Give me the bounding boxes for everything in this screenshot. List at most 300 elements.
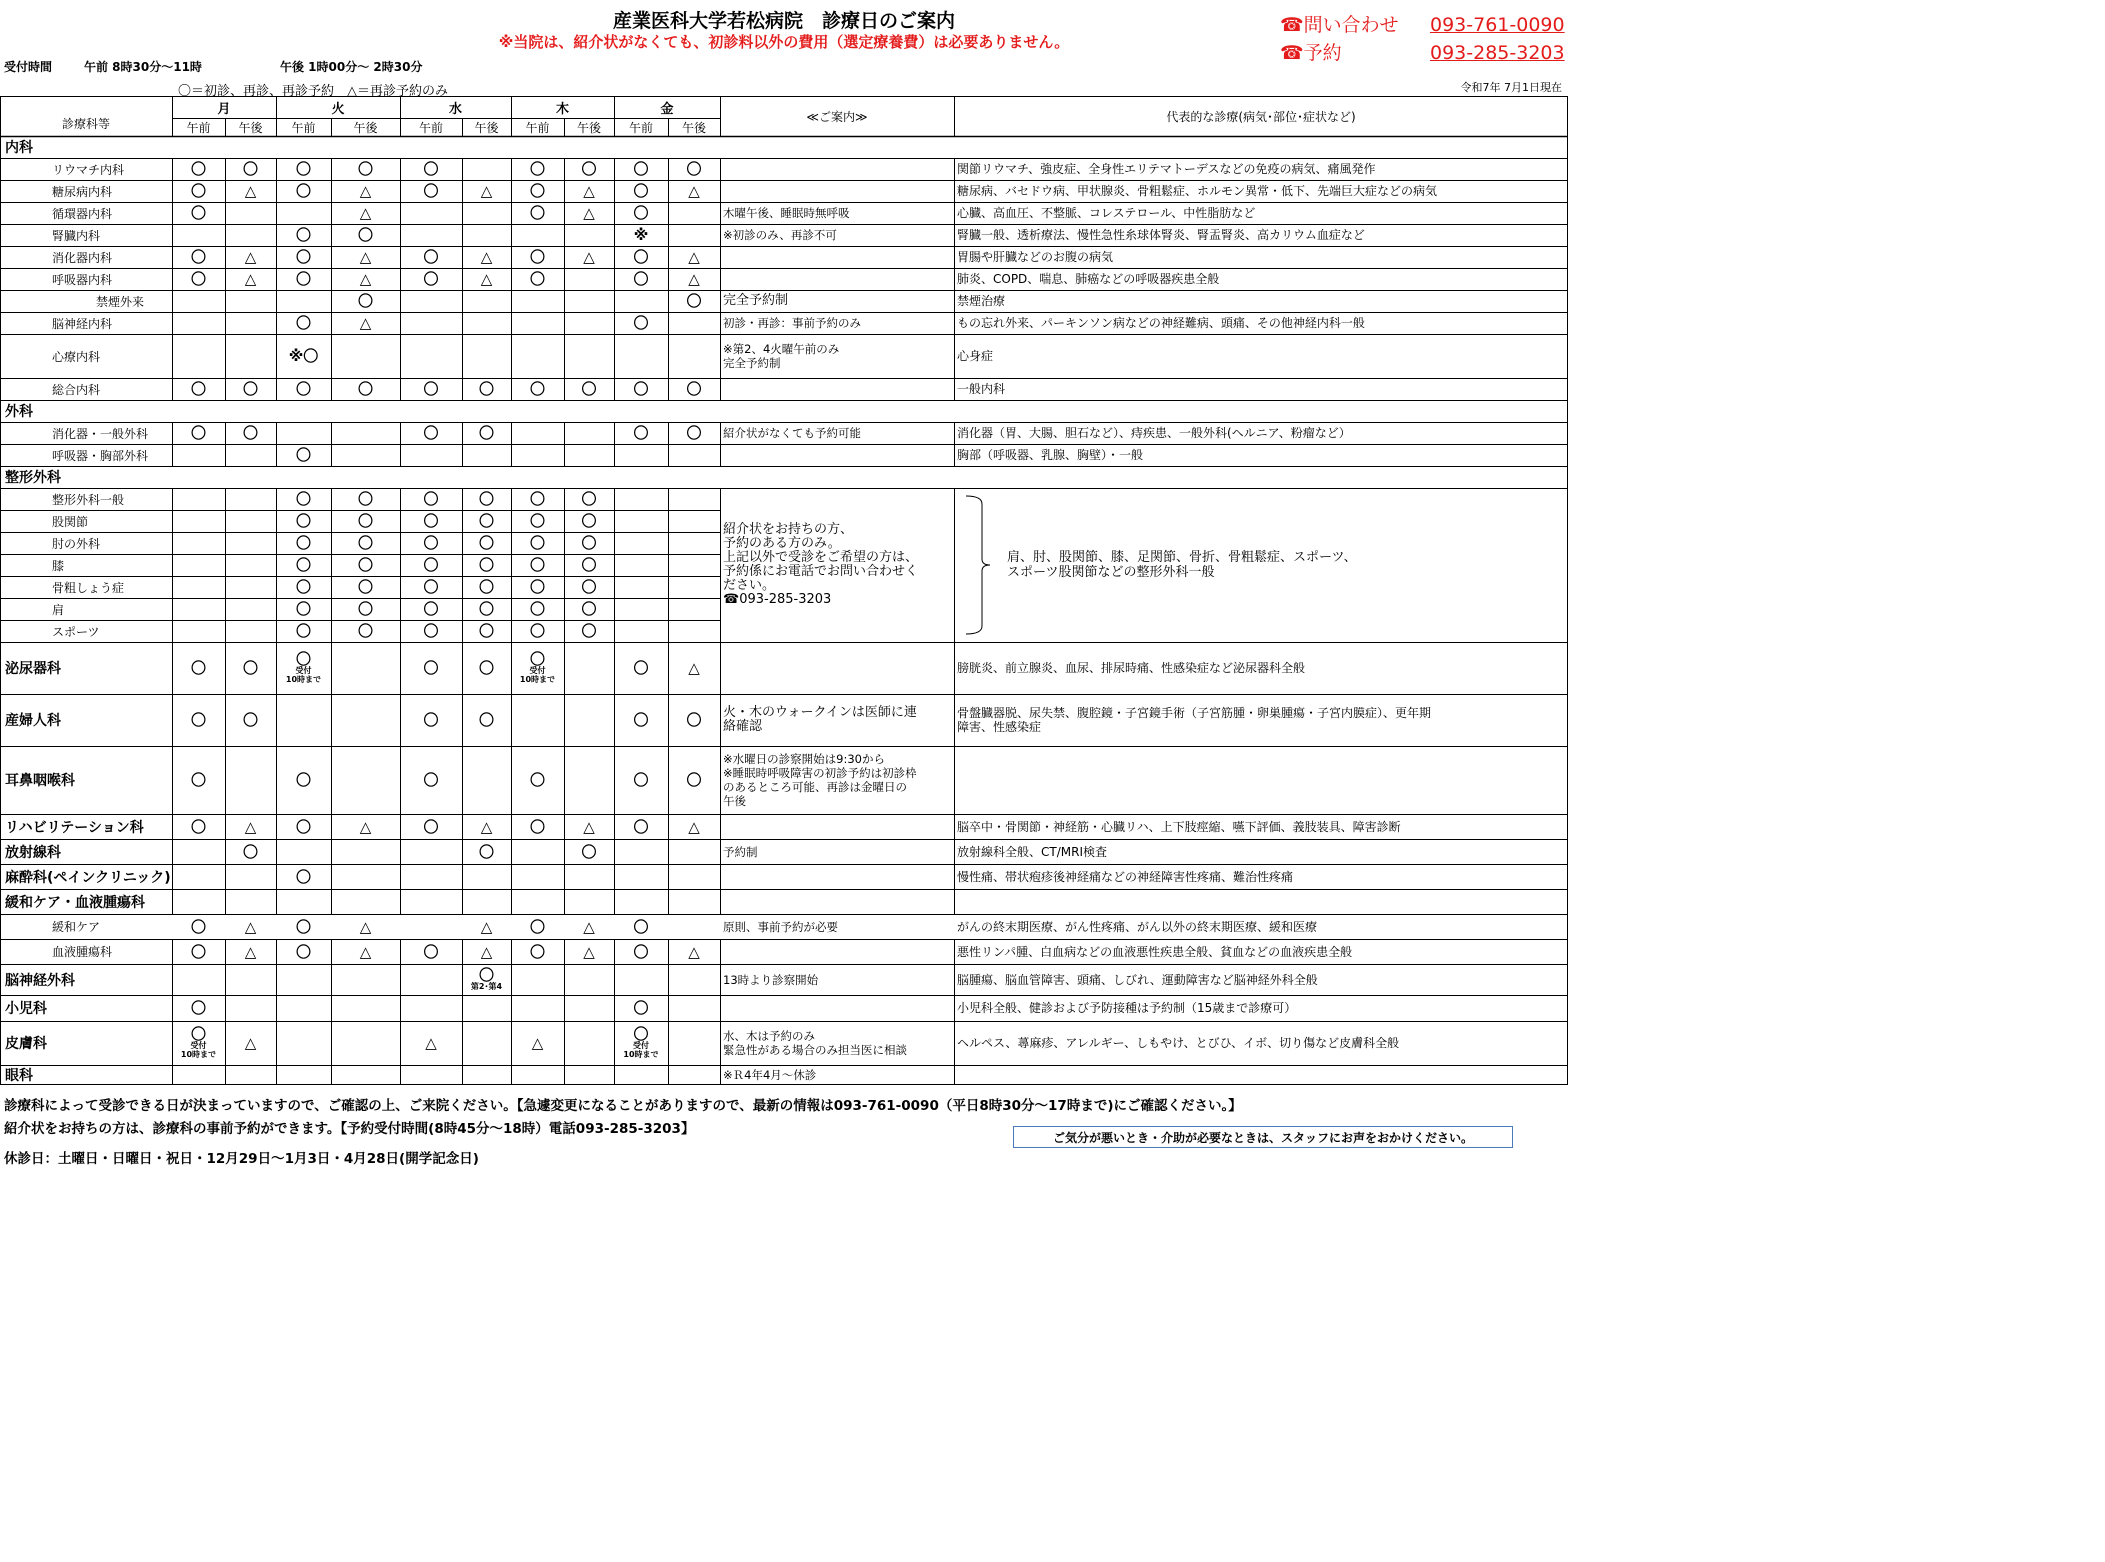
mark-glyph: △ <box>688 248 700 266</box>
schedule-mark <box>614 158 668 180</box>
mark-glyph: 〇 <box>357 578 373 596</box>
schedule-mark <box>614 642 668 694</box>
inquiry-number[interactable]: 093-761-0090 <box>1430 14 1565 36</box>
dept-name: 泌尿器科 <box>5 661 61 677</box>
dept-name: 整形外科一般 <box>52 492 125 507</box>
schedule-mark <box>511 532 564 554</box>
mark-glyph: 〇 <box>529 942 545 961</box>
mark-glyph: △ <box>480 817 493 836</box>
mark-glyph: △ <box>480 942 493 961</box>
mark-glyph: 〇 <box>633 659 649 677</box>
schedule-mark <box>511 914 564 939</box>
mark-caption: 受付 10時まで <box>519 666 556 684</box>
mark-glyph: 〇 <box>633 771 649 789</box>
mark-glyph: 〇 <box>295 490 311 508</box>
schedule-mark <box>172 422 225 444</box>
schedule-mark <box>276 642 331 694</box>
dept-name: 内科 <box>5 140 33 156</box>
mark-glyph: 〇 <box>478 534 494 552</box>
mark-glyph: △ <box>244 817 257 836</box>
mark-glyph: 〇 <box>357 622 373 640</box>
contact-reservation[interactable] <box>1280 38 1565 65</box>
day-header-2: 水 <box>448 101 462 117</box>
schedule-mark <box>276 444 331 466</box>
mark-caption: 受付 10時まで <box>623 1041 659 1059</box>
mark-glyph: 〇 <box>529 534 545 552</box>
schedule-mark <box>400 554 462 576</box>
period-pm-1: 午後 <box>353 120 378 135</box>
mark-glyph: 〇 <box>529 512 545 530</box>
schedule-mark <box>331 554 400 576</box>
schedule-mark <box>400 620 462 642</box>
schedule-mark <box>564 246 614 268</box>
schedule-mark <box>564 598 614 620</box>
mark-glyph: 〇 <box>423 270 439 288</box>
dept-name: 血液腫瘍科 <box>52 945 113 959</box>
mark-glyph: △ <box>583 917 595 936</box>
schedule-mark <box>564 488 614 510</box>
schedule-mark <box>564 620 614 642</box>
mark-glyph: 〇 <box>423 512 439 530</box>
mark-glyph: 〇 <box>529 622 545 640</box>
mark-glyph: 〇 <box>423 182 439 200</box>
schedule-mark <box>331 532 400 554</box>
mark-glyph: △ <box>583 942 595 961</box>
schedule-mark <box>614 1021 668 1065</box>
mark-glyph: 〇 <box>190 424 206 442</box>
row-note: ※初診のみ、再診不可 <box>723 228 837 242</box>
mark-glyph: △ <box>480 270 493 288</box>
dept-name: 禁煙外来 <box>96 294 145 309</box>
mark-glyph: 〇 <box>423 771 439 789</box>
mark-glyph: 〇 <box>295 380 311 398</box>
mark-glyph: 〇 <box>478 842 494 861</box>
schedule-mark <box>225 268 276 290</box>
mark-glyph: 〇 <box>423 424 439 442</box>
schedule-mark <box>331 620 400 642</box>
dept-name: 耳鼻咽喉科 <box>5 773 75 789</box>
mark-glyph: 〇 <box>581 556 597 574</box>
reservation-label: ☎予約 <box>1280 42 1342 64</box>
schedule-mark <box>400 422 462 444</box>
schedule-mark <box>331 180 400 202</box>
schedule-mark <box>400 378 462 400</box>
schedule-mark <box>668 694 720 746</box>
mark-glyph: 〇 <box>423 556 439 574</box>
mark-glyph: 〇 <box>581 512 597 530</box>
schedule-mark <box>276 814 331 839</box>
row-note: 木曜午後、睡眠時無呼吸 <box>723 206 850 220</box>
row-desc: 消化器（胃、大腸、胆石など）、痔疾患、一般外科(ヘルニア、粉瘤など） <box>957 426 1351 440</box>
schedule-mark <box>172 746 225 814</box>
dept-name: 膝 <box>52 558 65 573</box>
schedule-mark <box>276 620 331 642</box>
dept-name: 皮膚科 <box>5 1036 47 1052</box>
schedule-mark <box>276 334 331 378</box>
mark-glyph: △ <box>359 942 372 961</box>
mark-glyph: 〇 受付 10時まで <box>623 1025 659 1059</box>
schedule-mark <box>511 642 564 694</box>
schedule-mark <box>276 312 331 334</box>
schedule-mark <box>462 642 511 694</box>
schedule-mark <box>276 180 331 202</box>
schedule-mark <box>172 642 225 694</box>
period-pm-4: 午後 <box>681 120 706 135</box>
mark-glyph: 〇 <box>633 380 649 398</box>
mark-glyph: 〇 <box>295 160 311 178</box>
mark-glyph: 〇 <box>295 248 311 266</box>
mark-glyph: 〇 <box>633 711 649 729</box>
schedule-mark <box>564 202 614 224</box>
dept-name: 放射線科 <box>5 844 61 861</box>
fee-notice: ※当院は、紹介状がなくても、初診料以外の費用（選定療養費）は必要ありません。 <box>498 33 1070 51</box>
schedule-mark <box>668 378 720 400</box>
mark-glyph: 〇 <box>357 160 373 178</box>
mark-glyph: 〇 <box>190 771 206 789</box>
mark-glyph: 〇 <box>423 600 439 618</box>
schedule-mark <box>276 939 331 964</box>
schedule-mark <box>331 246 400 268</box>
mark-caption: 受付 10時まで <box>285 666 322 684</box>
schedule-mark <box>172 268 225 290</box>
schedule-mark <box>564 814 614 839</box>
mark-glyph: 〇 <box>581 600 597 618</box>
reception-label: 受付時間 <box>4 60 53 74</box>
mark-glyph: 〇 <box>529 270 545 288</box>
row-note: 火・木のウォークインは医師に連 絡確認 <box>723 705 917 734</box>
schedule-mark <box>400 642 462 694</box>
mark-glyph: 〇 <box>529 817 545 836</box>
schedule-mark <box>564 576 614 598</box>
schedule-mark <box>462 839 511 864</box>
schedule-mark <box>614 939 668 964</box>
mark-glyph: △ <box>244 942 257 961</box>
mark-glyph: △ <box>425 1034 437 1052</box>
schedule-mark <box>462 378 511 400</box>
mark-glyph: 〇 <box>295 578 311 596</box>
mark-glyph: 〇 <box>242 160 258 178</box>
schedule-mark <box>400 598 462 620</box>
schedule-mark <box>511 246 564 268</box>
mark-glyph: 〇 <box>295 867 311 886</box>
schedule-mark <box>225 642 276 694</box>
row-desc: 関節リウマチ、強皮症、全身性エリテマトーデスなどの免疫の病気、痛風発作 <box>957 162 1376 176</box>
schedule-mark <box>331 268 400 290</box>
mark-glyph: △ <box>688 942 700 961</box>
schedule-mark <box>172 939 225 964</box>
mark-glyph: 〇 <box>357 556 373 574</box>
row-note: 紹介状がなくても予約可能 <box>723 426 861 440</box>
schedule-mark <box>225 839 276 864</box>
mark-glyph: 〇 <box>423 942 439 961</box>
schedule-mark <box>331 312 400 334</box>
row-desc: もの忘れ外来、パーキンソン病などの神経難病、頭痛、その他神経内科一般 <box>957 316 1365 330</box>
page-title: 産業医科大学若松病院 診療日のご案内 <box>612 10 955 32</box>
mark-glyph: 〇 受付 10時まで <box>180 1025 217 1059</box>
schedule-mark <box>225 814 276 839</box>
mark-glyph: △ <box>583 204 595 222</box>
row-desc: 放射線科全般、CT/MRI検査 <box>957 844 1107 859</box>
schedule-mark <box>331 290 400 312</box>
mark-glyph: △ <box>688 659 700 677</box>
schedule-mark <box>668 158 720 180</box>
mark-glyph: 〇 <box>295 817 311 836</box>
mark-glyph: 〇 <box>581 490 597 508</box>
schedule-mark <box>331 510 400 532</box>
mark-glyph: △ <box>244 270 257 288</box>
dept-name: リウマチ内科 <box>52 162 125 177</box>
schedule-mark <box>511 939 564 964</box>
schedule-mark <box>668 290 720 312</box>
dept-header: 診療科等 <box>61 116 110 131</box>
mark-glyph: 〇 <box>633 917 649 936</box>
mark-glyph: 〇 <box>190 380 206 398</box>
schedule-mark <box>400 576 462 598</box>
schedule-mark <box>400 488 462 510</box>
schedule-mark <box>668 246 720 268</box>
schedule-mark <box>614 914 668 939</box>
schedule-mark <box>172 995 225 1021</box>
mark-glyph: 〇 <box>295 226 311 244</box>
schedule-mark <box>276 246 331 268</box>
day-header-1: 火 <box>331 101 345 117</box>
mark-glyph: 〇 <box>633 314 649 332</box>
period-pm-0: 午後 <box>238 120 263 135</box>
schedule-mark <box>511 598 564 620</box>
mark-glyph: 〇 <box>190 182 206 200</box>
row-desc: 腎臓一般、透析療法、慢性急性糸球体腎炎、腎盂腎炎、高カリウム血症など <box>957 228 1365 242</box>
schedule-mark <box>614 268 668 290</box>
mark-glyph: 〇 <box>242 424 258 442</box>
mark-glyph: △ <box>244 248 257 266</box>
period-pm-3: 午後 <box>576 120 601 135</box>
mark-glyph: 〇 <box>357 600 373 618</box>
mark-glyph: 〇 <box>295 314 311 332</box>
schedule-mark <box>614 814 668 839</box>
dept-name: 腎臓内科 <box>52 228 101 243</box>
schedule-mark <box>172 694 225 746</box>
as-of-date: 令和7年 7月1日現在 <box>1460 81 1562 94</box>
dept-name: 整形外科 <box>5 470 61 486</box>
row-note: ※水曜日の診察開始は9:30から ※睡眠時呼吸障害の初診予約は初診枠 のあるところ可能、再診は金曜日の 午後 <box>723 752 917 808</box>
mark-glyph: 〇 <box>581 380 597 398</box>
mark-glyph: 〇 <box>529 490 545 508</box>
schedule-mark <box>276 510 331 532</box>
schedule-mark <box>331 939 400 964</box>
mark-glyph: 〇 <box>190 999 206 1017</box>
mark-glyph: 〇 <box>633 204 649 222</box>
schedule-mark <box>276 576 331 598</box>
mark-glyph: 〇 <box>478 490 494 508</box>
schedule-mark <box>331 914 400 939</box>
schedule-mark <box>276 598 331 620</box>
dept-name: 脳神経内科 <box>52 316 113 331</box>
inquiry-label: ☎問い合わせ <box>1280 14 1399 36</box>
row-note: 予約制 <box>723 844 758 859</box>
mark-glyph: 〇 <box>295 512 311 530</box>
schedule-mark <box>614 995 668 1021</box>
schedule-mark <box>614 694 668 746</box>
schedule-mark <box>564 158 614 180</box>
dept-name: 循環器内科 <box>52 206 113 221</box>
schedule-mark <box>172 1021 225 1065</box>
schedule-mark <box>462 510 511 532</box>
mark-glyph: 〇 <box>478 424 494 442</box>
schedule-mark <box>511 202 564 224</box>
schedule-mark <box>511 510 564 532</box>
schedule-mark <box>462 694 511 746</box>
schedule-mark <box>400 180 462 202</box>
row-desc: 胃腸や肝臓などのお腹の病気 <box>957 250 1114 264</box>
mark-glyph: 〇 <box>686 424 702 442</box>
schedule-mark <box>172 158 225 180</box>
schedule-mark <box>276 864 331 889</box>
schedule-mark <box>331 598 400 620</box>
mark-glyph: 〇 <box>423 711 439 729</box>
schedule-mark <box>276 532 331 554</box>
mark-glyph: 〇 <box>633 270 649 288</box>
schedule-mark <box>668 642 720 694</box>
row-note: ※Ｒ4年4月～休診 <box>723 1068 817 1082</box>
ortho-note: 紹介状をお持ちの方、 予約のある方のみ。 上記以外で受診をご希望の方は、 予約係にお電話でお問い合わせく ださい。 ☎093-285-3203 <box>723 522 919 607</box>
mark-glyph: 〇 <box>357 226 373 244</box>
schedule-mark <box>172 378 225 400</box>
schedule-mark <box>276 224 331 246</box>
help-notice-box: ご気分が悪いとき・介助が必要なときは、スタッフにお声をおかけください。 <box>1013 1126 1513 1148</box>
schedule-mark <box>614 180 668 202</box>
ortho-desc-text: 肩、肘、股関節、膝、足関節、骨折、骨粗鬆症、スポーツ、 スポーツ股関節などの整形外科一般 <box>1007 550 1357 580</box>
schedule-mark <box>668 746 720 814</box>
mark-glyph: 〇 <box>478 578 494 596</box>
mark-glyph: △ <box>583 248 595 266</box>
schedule-mark <box>276 746 331 814</box>
mark-glyph: △ <box>480 182 493 200</box>
schedule-mark <box>225 180 276 202</box>
day-header-4: 金 <box>660 101 674 117</box>
mark-glyph: 〇 <box>478 711 494 729</box>
schedule-mark <box>276 378 331 400</box>
row-desc: 脳卒中・骨関節・神経筋・心臓リハ、上下肢痙縮、嚥下評価、義肢装具、障害診断 <box>957 819 1401 834</box>
mark-glyph: 〇 <box>190 270 206 288</box>
mark-glyph: △ <box>480 917 493 936</box>
schedule-mark <box>400 268 462 290</box>
row-note: 完全予約制 <box>723 293 789 308</box>
schedule-mark <box>614 746 668 814</box>
schedule-mark <box>511 180 564 202</box>
schedule-mark <box>462 620 511 642</box>
mark-glyph: 〇 <box>295 556 311 574</box>
mark-glyph: 〇 <box>423 380 439 398</box>
reservation-number[interactable]: 093-285-3203 <box>1430 42 1565 64</box>
mark-glyph: 〇 <box>686 771 702 789</box>
mark-glyph: 〇 <box>633 424 649 442</box>
mark-glyph: 〇 <box>529 160 545 178</box>
schedule-mark <box>276 158 331 180</box>
schedule-mark <box>172 246 225 268</box>
period-am-2: 午前 <box>418 120 443 135</box>
period-am-4: 午前 <box>628 120 653 135</box>
mark-glyph: 〇 <box>295 446 311 464</box>
mark-glyph: △ <box>359 817 372 836</box>
mark-glyph: 〇 <box>357 534 373 552</box>
mark-glyph: △ <box>359 248 372 266</box>
schedule-mark <box>462 488 511 510</box>
desc-header: 代表的な診療(病気･部位･症状など) <box>1166 109 1356 124</box>
brace-icon <box>964 488 1004 642</box>
schedule-mark <box>614 422 668 444</box>
footer-referral-note: 紹介状をお持ちの方は、診療科の事前予約ができます。【予約受付時間(8時45分～18時）電話093-285-3203】 <box>4 1121 695 1137</box>
contact-inquiry[interactable] <box>1280 10 1565 37</box>
schedule-mark <box>511 576 564 598</box>
mark-glyph: 〇 <box>478 600 494 618</box>
schedule-mark <box>462 964 511 995</box>
dept-name: 肩 <box>52 602 65 617</box>
schedule-mark <box>331 158 400 180</box>
schedule-mark <box>614 202 668 224</box>
mark-glyph: 〇 <box>190 160 206 178</box>
row-note: 初診・再診：事前予約のみ <box>723 316 861 330</box>
mark-glyph: 〇 <box>242 659 258 677</box>
mark-glyph: △ <box>688 817 700 836</box>
schedule-mark <box>331 378 400 400</box>
row-desc: 肺炎、COPD、喘息、肺癌などの呼吸器疾患全般 <box>957 272 1220 286</box>
schedule-mark <box>225 246 276 268</box>
mark-glyph: 〇 <box>423 160 439 178</box>
mark-glyph: 〇 <box>295 600 311 618</box>
day-header-0: 月 <box>217 101 231 117</box>
dept-name: スポーツ <box>52 624 100 639</box>
mark-glyph: 〇 <box>478 659 494 677</box>
dept-name: 産婦人科 <box>5 713 61 729</box>
mark-glyph: 〇 <box>478 556 494 574</box>
schedule-mark <box>462 268 511 290</box>
dept-name: 緩和ケア <box>52 920 101 934</box>
mark-glyph: 〇 <box>633 817 649 836</box>
mark-glyph: 〇 <box>686 711 702 729</box>
schedule-mark <box>331 488 400 510</box>
mark-glyph: △ <box>359 182 372 200</box>
mark-glyph: 〇 受付 10時まで <box>519 650 556 684</box>
schedule-mark <box>511 488 564 510</box>
mark-glyph: 〇 <box>581 578 597 596</box>
dept-name: 眼科 <box>5 1068 33 1084</box>
mark-glyph: 〇 <box>686 160 702 178</box>
mark-glyph: ※ <box>633 226 649 244</box>
mark-glyph: △ <box>583 182 595 200</box>
mark-glyph: ※〇 <box>288 347 319 365</box>
dept-name: 呼吸器・胸部外科 <box>52 448 149 463</box>
mark-glyph: 〇 <box>581 160 597 178</box>
mark-glyph: 〇 <box>423 248 439 266</box>
schedule-mark <box>462 554 511 576</box>
schedule-mark <box>400 1021 462 1065</box>
mark-glyph: △ <box>688 270 700 288</box>
schedule-mark <box>400 939 462 964</box>
mark-glyph: 〇 <box>581 842 597 861</box>
mark-glyph: 〇 <box>529 600 545 618</box>
row-desc: 小児科全般、健診および予防接種は予約制（15歳まで診療可） <box>957 1001 1297 1015</box>
mark-glyph: △ <box>359 314 372 332</box>
mark-glyph: 〇 <box>423 578 439 596</box>
reception-hours <box>4 58 422 75</box>
schedule-mark <box>511 554 564 576</box>
schedule-mark <box>225 694 276 746</box>
mark-glyph: △ <box>359 917 372 936</box>
row-note: 13時より診察開始 <box>723 972 819 987</box>
schedule-mark <box>511 620 564 642</box>
schedule-mark <box>564 914 614 939</box>
period-am-1: 午前 <box>291 120 316 135</box>
